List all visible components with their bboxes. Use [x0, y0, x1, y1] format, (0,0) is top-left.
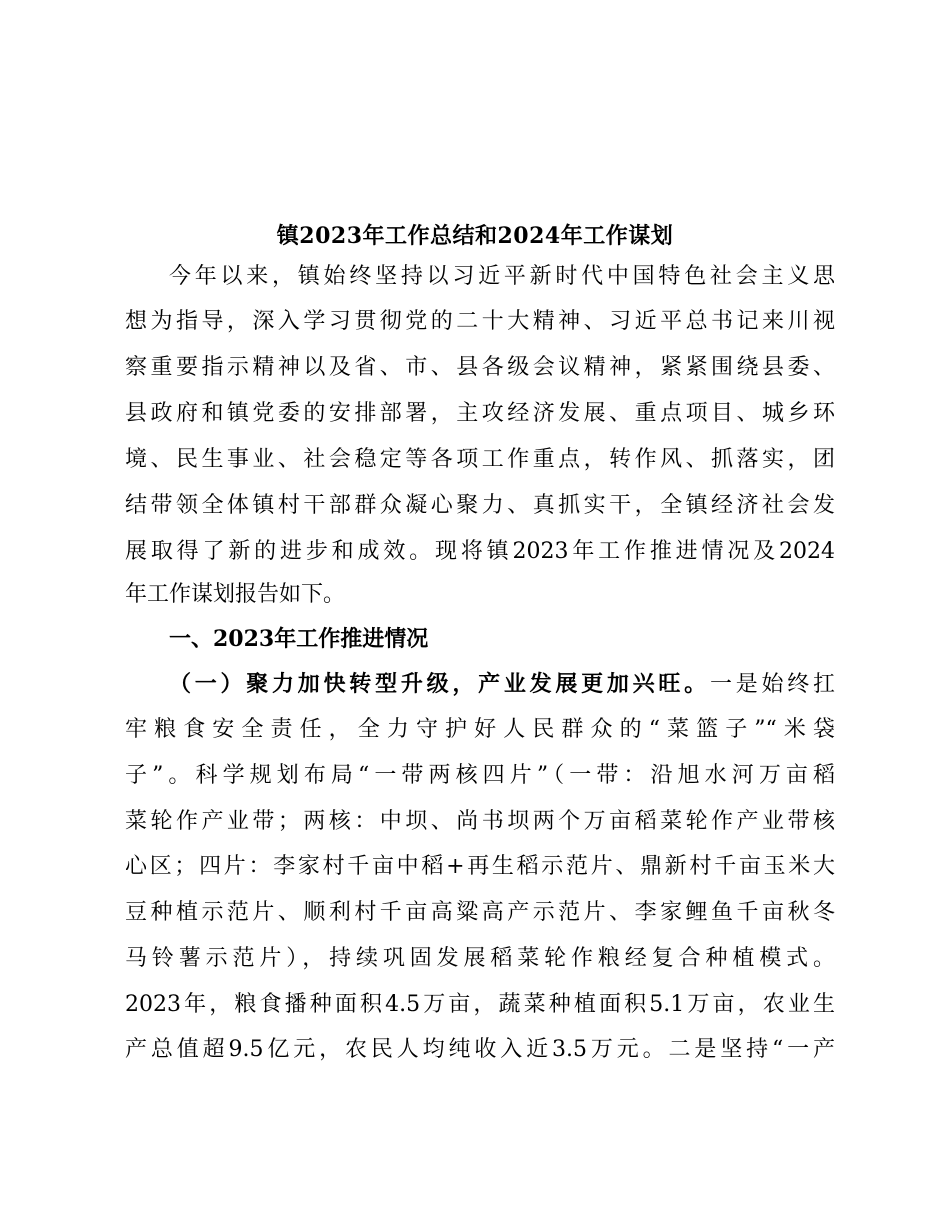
- document-title: 镇2023年工作总结和2024年工作谋划: [276, 223, 674, 249]
- paragraph-line: 察重要指示精神以及省、市、县各级会议精神，紧紧围绕县委、: [125, 355, 835, 380]
- subsection-first-line-rest: 一是始终扛: [709, 672, 835, 697]
- paragraph-line: 想为指导，深入学习贯彻党的二十大精神、习近平总书记来川视: [125, 309, 835, 334]
- paragraph-line: 子”。科学规划布局“一带两核四片”（一带：沿旭水河万亩稻: [125, 763, 835, 788]
- paragraph-line: 产总值超9.5亿元，农民人均纯收入近3.5万元。二是坚持“一产: [125, 1037, 835, 1062]
- subsection-first-line: [125, 669, 835, 700]
- subsection-heading: （一）聚力加快转型升级，产业发展更加兴旺。: [169, 671, 710, 697]
- paragraph-line: 结带领全体镇村干部群众凝心聚力、真抓实干，全镇经济社会发: [125, 493, 835, 518]
- paragraph-line: 牢粮食安全责任，全力守护好人民群众的“菜篮子”“米袋: [125, 717, 835, 742]
- section-heading: 一、2023年工作推进情况: [169, 626, 429, 652]
- paragraph-line: 县政府和镇党委的安排部署，主攻经济发展、重点项目、城乡环: [125, 401, 835, 426]
- paragraph-line: 豆种植示范片、顺利村千亩高粱高产示范片、李家鲤鱼千亩秋冬: [125, 900, 835, 925]
- paragraph-line: 今年以来，镇始终坚持以习近平新时代中国特色社会主义思: [169, 264, 835, 289]
- paragraph-line: 心区；四片：李家村千亩中稻+再生稻示范片、鼎新村千亩玉米大: [125, 854, 835, 879]
- paragraph-line: 菜轮作产业带；两核：中坝、尚书坝两个万亩稻菜轮作产业带核: [125, 809, 835, 834]
- paragraph-line: 马铃薯示范片），持续巩固发展稻菜轮作粮经复合种植模式。: [125, 946, 835, 971]
- paragraph-line: 2023年，粮食播种面积4.5万亩，蔬菜种植面积5.1万亩，农业生: [125, 992, 835, 1017]
- paragraph-line: 展取得了新的进步和成效。现将镇2023年工作推进情况及2024: [125, 539, 835, 564]
- paragraph-line: 年工作谋划报告如下。: [125, 582, 346, 607]
- paragraph-line: 境、民生事业、社会稳定等各项工作重点，转作风、抓落实，团: [125, 447, 835, 472]
